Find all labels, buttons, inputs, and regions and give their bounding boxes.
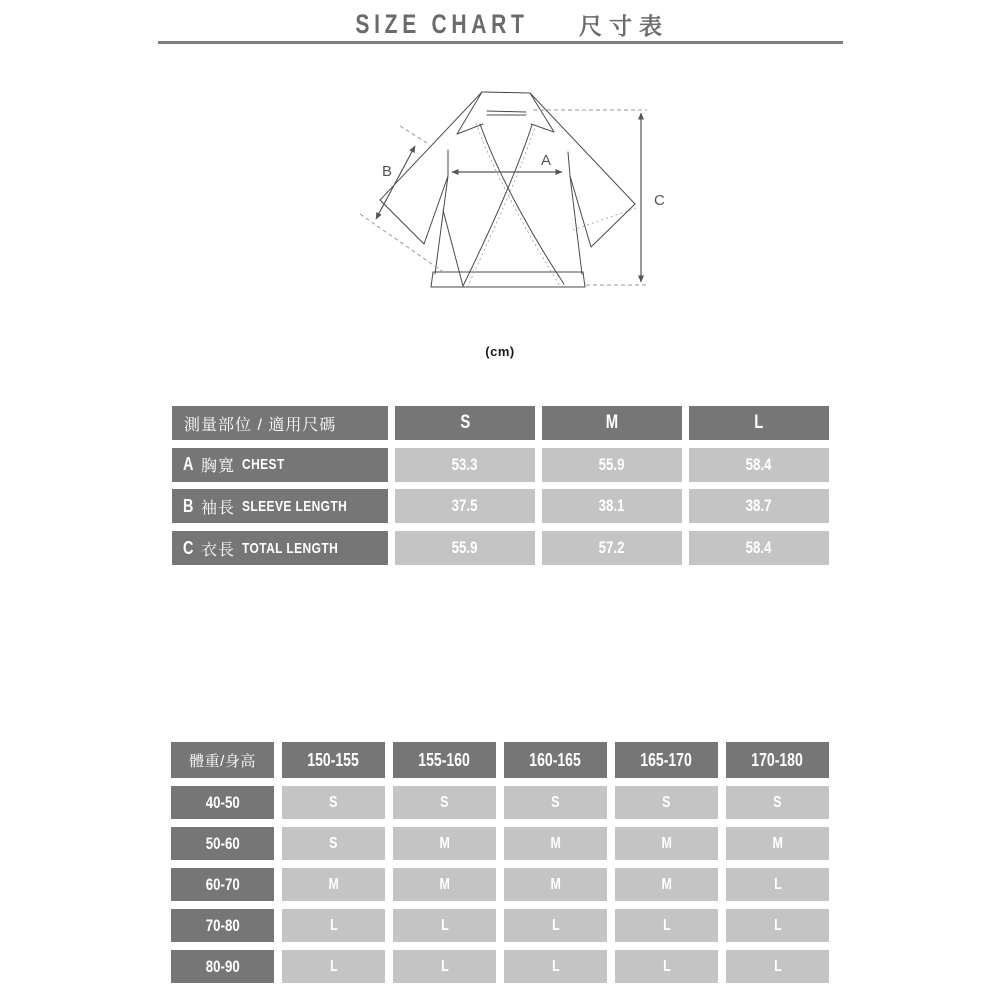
size-header-l: L [689, 406, 829, 440]
page-title-en: SIZE CHART [355, 8, 529, 39]
size-measurement-table [172, 406, 829, 565]
label-b: B [382, 163, 393, 180]
size-header-s: S [395, 406, 535, 440]
sleeve-value-s: 37.5 [395, 489, 535, 523]
fit-cell: M [615, 827, 718, 860]
height-header-3: 160-165 [504, 742, 607, 778]
fit-cell: M [726, 827, 829, 860]
page-title-zh: 尺寸表 [579, 12, 669, 39]
fit-cell: M [504, 827, 607, 860]
weight-row-label-2: 50-60 [171, 827, 274, 860]
label-a: A [541, 152, 552, 169]
title-divider [158, 41, 843, 44]
chest-value-s: 53.3 [395, 448, 535, 482]
chest-value-l: 58.4 [689, 448, 829, 482]
unit-label: (cm) [485, 344, 515, 359]
length-value-l: 58.4 [689, 531, 829, 565]
height-header-4: 165-170 [615, 742, 718, 778]
fit-cell: M [393, 827, 496, 860]
garment-outline [380, 92, 635, 287]
garment-stitch-lines [467, 123, 636, 288]
weight-row-label-3: 60-70 [171, 868, 274, 901]
fit-cell: M [504, 868, 607, 901]
fit-cell: L [504, 950, 607, 983]
fit-cell: M [393, 868, 496, 901]
sleeve-value-l: 38.7 [689, 489, 829, 523]
size-table-corner-header: 測量部位 / 適用尺碼 [172, 406, 388, 440]
fit-cell: L [615, 909, 718, 942]
fit-cell: L [393, 950, 496, 983]
fit-cell: L [726, 950, 829, 983]
page-title [0, 8, 1000, 40]
measure-arrows [376, 113, 641, 282]
fit-cell: L [726, 868, 829, 901]
weight-row-label-1: 40-50 [171, 786, 274, 819]
fit-cell: L [282, 909, 385, 942]
fit-cell: M [615, 868, 718, 901]
weight-row-label-5: 80-90 [171, 950, 274, 983]
label-c: C [654, 192, 665, 209]
fit-cell: S [615, 786, 718, 819]
sleeve-arrow [376, 146, 415, 219]
fit-cell: L [726, 909, 829, 942]
fit-cell: L [282, 950, 385, 983]
row-label-chest: A 胸寬 CHEST [172, 448, 388, 482]
row-label-length: C 衣長 TOTAL LENGTH [172, 531, 388, 565]
row-label-sleeve: B 袖長 SLEEVE LENGTH [172, 489, 388, 523]
sleeve-value-m: 38.1 [542, 489, 682, 523]
length-value-m: 57.2 [542, 531, 682, 565]
fit-cell: S [504, 786, 607, 819]
measure-labels [382, 152, 665, 209]
fit-cell: L [504, 909, 607, 942]
height-header-5: 170-180 [726, 742, 829, 778]
height-header-2: 155-160 [393, 742, 496, 778]
chest-value-m: 55.9 [542, 448, 682, 482]
fit-cell: S [282, 786, 385, 819]
fit-cell: S [282, 827, 385, 860]
fit-cell: L [393, 909, 496, 942]
length-value-s: 55.9 [395, 531, 535, 565]
fit-table-corner-header: 體重/身高 [171, 742, 274, 778]
fit-cell: L [615, 950, 718, 983]
fit-cell: S [393, 786, 496, 819]
fit-cell: S [726, 786, 829, 819]
height-header-1: 150-155 [282, 742, 385, 778]
fit-cell: M [282, 868, 385, 901]
garment-measurement-diagram [330, 80, 690, 310]
weight-row-label-4: 70-80 [171, 909, 274, 942]
weight-height-table [171, 742, 829, 983]
size-header-m: M [542, 406, 682, 440]
